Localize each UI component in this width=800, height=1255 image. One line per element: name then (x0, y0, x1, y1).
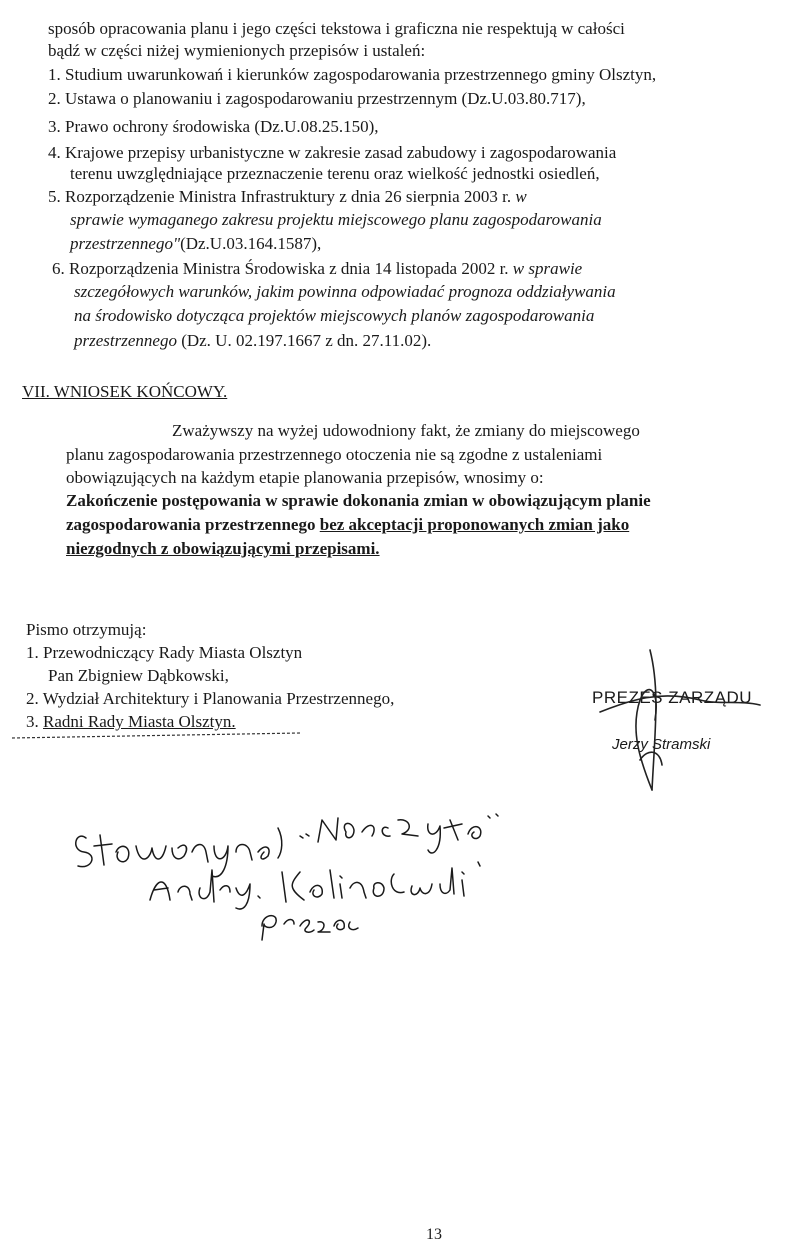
conclusion-underlined-line: niezgodnych z obowiązującymi przepisami. (66, 539, 380, 558)
regulation-text-italic: przestrzennego (74, 331, 177, 350)
regulation-text: Rozporządzenia Ministra Środowiska z dnia 14 listopada 2002 r. (69, 259, 509, 278)
handwritten-signature (600, 650, 760, 790)
intro-line-2: bądź w części niżej wymienionych przepisów i ustaleń: (48, 41, 426, 60)
conclusion-bold-line: Zakończenie postępowania w sprawie dokonania zmian w obowiązującym planie (66, 491, 651, 510)
recipient-text: Radni Rady Miasta Olsztyn. (43, 712, 236, 731)
conclusion-bold-text: zagospodarowania przestrzennego (66, 515, 316, 534)
dashed-underline (12, 733, 300, 738)
regulation-text: Prawo ochrony środowiska (Dz.U.08.25.150), (65, 117, 379, 136)
section-heading: VII. WNIOSEK KOŃCOWY. (22, 382, 228, 401)
regulation-item-6-cont: szczegółowych warunków, jakim powinna odpowiadać prognoza oddziaływania (74, 282, 616, 301)
regulation-text-italic: w (515, 187, 527, 206)
regulation-text: Ustawa o planowaniu i zagospodarowaniu przestrzennym (Dz.U.03.80.717), (65, 89, 586, 108)
regulation-text: Krajowe przepisy urbanistyczne w zakresie zasad zabudowy i zagospodarowania (65, 143, 617, 162)
recipient-number: 1. (26, 643, 39, 662)
recipient-item-1-cont: Pan Zbigniew Dąbkowski, (48, 666, 229, 685)
regulation-number: 2. (48, 89, 61, 108)
regulation-number: 3. (48, 117, 61, 136)
page-number: 13 (426, 1226, 442, 1243)
conclusion-underlined-text: bez akceptacji proponowanych zmian jako (319, 515, 630, 534)
regulation-citation: (Dz. U. 02.197.1667 z dn. 27.11.02). (181, 331, 432, 350)
recipients-title: Pismo otrzymują: (26, 620, 147, 639)
signature-name: Jerzy Stramski (612, 736, 711, 753)
regulation-number: 6. (52, 259, 65, 278)
regulation-number: 5. (48, 187, 61, 206)
regulation-text: Rozporządzenie Ministra Infrastruktury z dnia 26 sierpnia 2003 r. (65, 187, 512, 206)
regulation-item-4-cont: terenu uwzględniające przeznaczenie terenu oraz wielkość jednostki osiedleń, (70, 164, 600, 183)
intro-line-1: sposób opracowania planu i jego części tekstowa i graficzna nie respektują w całości (48, 19, 625, 38)
signature-title: PREZES ZARZĄDU (592, 688, 753, 707)
section-paragraph-line: Zważywszy na wyżej udowodniony fakt, że zmiany do miejscowego (172, 421, 640, 440)
recipient-text: Wydział Architektury i Planowania Przestrzennego, (42, 689, 395, 708)
recipient-text: Przewodniczący Rady Miasta Olsztyn (43, 643, 303, 662)
handwritten-note (76, 814, 498, 940)
regulation-item-5-cont: sprawie wymaganego zakresu projektu miejscowego planu zagospodarowania (70, 210, 602, 229)
regulation-text: Studium uwarunkowań i kierunków zagospodarowania przestrzennego gminy Olsztyn, (65, 65, 657, 84)
regulation-item-6-cont2: na środowisko dotycząca projektów miejscowych planów zagospodarowania (74, 306, 595, 325)
regulation-text-italic: w sprawie (512, 259, 583, 278)
regulation-text-italic: przestrzennego" (70, 234, 181, 253)
section-paragraph-line: obowiązujących na każdym etapie planowania przepisów, wnosimy o: (66, 468, 544, 487)
recipient-number: 2. (26, 689, 39, 708)
regulation-number: 4. (48, 143, 61, 162)
regulation-number: 1. (48, 65, 61, 84)
section-paragraph-line: planu zagospodarowania przestrzennego otoczenia nie są zgodne z ustaleniami (66, 445, 603, 464)
recipient-number: 3. (26, 712, 39, 731)
regulation-citation: (Dz.U.03.164.1587), (180, 234, 322, 253)
